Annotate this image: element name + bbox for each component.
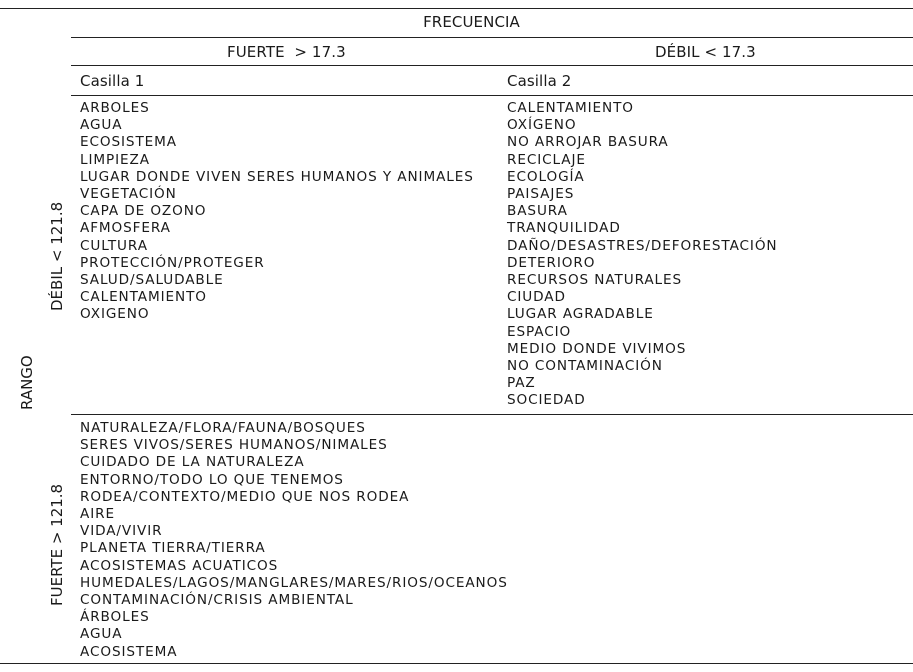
list-item: PAZ — [507, 375, 536, 392]
list-item: VEGETACIÓN — [80, 186, 177, 203]
column-header-weak: DÉBIL < 17.3 — [655, 43, 756, 61]
list-item: LIMPIEZA — [80, 151, 150, 168]
box1-list — [80, 100, 474, 324]
list-item: ESPACIO — [507, 323, 572, 340]
list-item: ÁRBOLES — [80, 609, 150, 626]
list-item: AIRE — [80, 506, 115, 523]
list-item: OXÍGENO — [507, 117, 577, 134]
top-rule — [0, 8, 913, 9]
list-item: ACOSISTEMA — [80, 643, 178, 660]
list-item: RECICLAJE — [507, 151, 586, 168]
list-item: MEDIO DONDE VIVIMOS — [507, 340, 687, 357]
list-item: PLANETA TIERRA/TIERRA — [80, 540, 266, 557]
list-item: PAISAJES — [507, 186, 575, 203]
list-item: CALENTAMIENTO — [80, 289, 207, 306]
list-item: TRANQUILIDAD — [507, 220, 621, 237]
list-item: NO ARROJAR BASURA — [507, 134, 669, 151]
list-item: ECOLOGÍA — [507, 168, 585, 185]
list-item: SERES VIVOS/SERES HUMANOS/NIMALES — [80, 437, 388, 454]
list-item: ARBOLES — [80, 100, 150, 116]
list-item: PROTECCIÓN/PROTEGER — [80, 254, 265, 271]
list-item: RECURSOS NATURALES — [507, 272, 683, 289]
list-item: DAÑO/DESASTRES/DEFORESTACIÓN — [507, 237, 778, 254]
list-item: BASURA — [507, 203, 568, 220]
box-title-underline — [71, 95, 913, 96]
list-item: CALENTAMIENTO — [507, 100, 634, 116]
box3-list — [80, 420, 508, 661]
column-header-underline — [71, 65, 913, 66]
list-item: SALUD/SALUDABLE — [80, 272, 224, 289]
list-item: OXIGENO — [80, 306, 150, 323]
box1-title: Casilla 1 — [80, 72, 145, 90]
list-item: NO CONTAMINACIÓN — [507, 358, 663, 375]
range-axis-label: RANGO — [18, 355, 36, 410]
box2-title: Casilla 2 — [507, 72, 572, 90]
box2-list — [507, 100, 778, 410]
list-item: CONTAMINACIÓN/CRISIS AMBIENTAL — [80, 592, 354, 609]
list-item: ACOSISTEMAS ACUATICOS — [80, 557, 279, 574]
frequency-underline — [71, 37, 913, 38]
row-label-weak: DÉBIL < 121.8 — [48, 201, 66, 311]
list-item: CAPA DE OZONO — [80, 203, 207, 220]
list-item: NATURALEZA/FLORA/FAUNA/BOSQUES — [80, 420, 366, 436]
list-item: AGUA — [80, 626, 123, 643]
list-item: LUGAR AGRADABLE — [507, 306, 654, 323]
list-item: RODEA/CONTEXTO/MEDIO QUE NOS RODEA — [80, 488, 410, 505]
bottom-rule — [0, 663, 913, 664]
list-item: CULTURA — [80, 237, 148, 254]
list-item: AGUA — [80, 117, 123, 134]
list-item: HUMEDALES/LAGOS/MANGLARES/MARES/RIOS/OCEANOS — [80, 574, 508, 591]
list-item: SOCIEDAD — [507, 392, 586, 409]
column-header-strong: FUERTE > 17.3 — [227, 43, 346, 61]
list-item: LUGAR DONDE VIVEN SERES HUMANOS Y ANIMALES — [80, 168, 474, 185]
list-item: CIUDAD — [507, 289, 566, 306]
list-item: VIDA/VIVIR — [80, 523, 163, 540]
list-item: CUIDADO DE LA NATURALEZA — [80, 454, 305, 471]
list-item: AFMOSFERA — [80, 220, 171, 237]
row-divider — [71, 414, 913, 415]
list-item: ECOSISTEMA — [80, 134, 177, 151]
list-item: ENTORNO/TODO LO QUE TENEMOS — [80, 471, 344, 488]
row-label-strong: FUERTE > 121.8 — [48, 483, 66, 606]
frequency-header: FRECUENCIA — [423, 13, 520, 31]
list-item: DETERIORO — [507, 254, 596, 271]
